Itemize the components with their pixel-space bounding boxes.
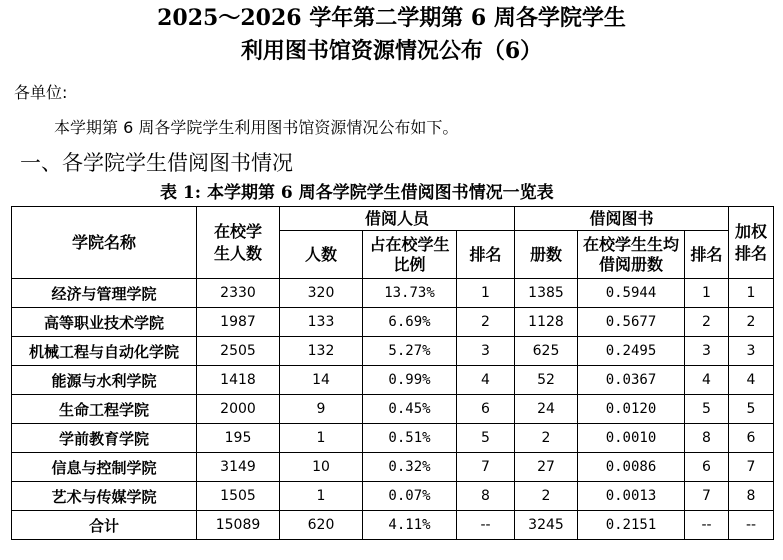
header-count: 人数 bbox=[280, 231, 363, 279]
cell-per-capita: 0.0086 bbox=[578, 453, 685, 482]
cell-total-weighted-rank: -- bbox=[729, 511, 774, 540]
cell-college: 能源与水利学院 bbox=[12, 366, 197, 395]
cell-per-capita: 0.0367 bbox=[578, 366, 685, 395]
document-title-line2: 利用图书馆资源情况公布（6） bbox=[240, 38, 543, 64]
addressee: 各单位: bbox=[14, 83, 68, 102]
cell-volumes: 2 bbox=[515, 482, 578, 511]
cell-ratio: 0.51% bbox=[363, 424, 457, 453]
cell-rank-books: 2 bbox=[685, 308, 729, 337]
cell-weighted-rank: 8 bbox=[729, 482, 774, 511]
cell-college: 信息与控制学院 bbox=[12, 453, 197, 482]
intro-paragraph: 本学期第 6 周各学院学生利用图书馆资源情况公布如下。 bbox=[54, 118, 459, 137]
header-ratio-text: 占在校学生比例 bbox=[369, 234, 450, 274]
cell-volumes: 52 bbox=[515, 366, 578, 395]
header-enrolled-text: 在校学生人数 bbox=[214, 221, 263, 263]
cell-rank-borrowers: 4 bbox=[457, 366, 515, 395]
cell-per-capita: 0.5677 bbox=[578, 308, 685, 337]
header-row-1 bbox=[12, 207, 774, 231]
cell-ratio: 0.32% bbox=[363, 453, 457, 482]
cell-rank-borrowers: 1 bbox=[457, 279, 515, 308]
cell-weighted-rank: 1 bbox=[729, 279, 774, 308]
table-row bbox=[12, 366, 774, 395]
cell-per-capita: 0.0120 bbox=[578, 395, 685, 424]
document-title-line1: 2025～2026 学年第二学期第 6 周各学院学生 bbox=[157, 5, 626, 31]
cell-per-capita: 0.5944 bbox=[578, 279, 685, 308]
header-volumes: 册数 bbox=[515, 231, 578, 279]
cell-volumes: 2 bbox=[515, 424, 578, 453]
cell-weighted-rank: 7 bbox=[729, 453, 774, 482]
table-row bbox=[12, 424, 774, 453]
cell-rank-books: 8 bbox=[685, 424, 729, 453]
cell-college: 学前教育学院 bbox=[12, 424, 197, 453]
cell-ratio: 6.69% bbox=[363, 308, 457, 337]
cell-count: 10 bbox=[280, 453, 363, 482]
cell-per-capita: 0.2495 bbox=[578, 337, 685, 366]
header-borrowers-group: 借阅人员 bbox=[280, 207, 515, 231]
header-weighted-rank-text: 加权排名 bbox=[735, 221, 768, 263]
cell-rank-borrowers: 5 bbox=[457, 424, 515, 453]
table-row bbox=[12, 337, 774, 366]
cell-volumes: 27 bbox=[515, 453, 578, 482]
cell-enrolled: 1505 bbox=[197, 482, 280, 511]
cell-weighted-rank: 6 bbox=[729, 424, 774, 453]
cell-rank-borrowers: 7 bbox=[457, 453, 515, 482]
cell-volumes: 1128 bbox=[515, 308, 578, 337]
cell-total-count: 620 bbox=[280, 511, 363, 540]
header-ratio bbox=[363, 231, 457, 279]
table-row bbox=[12, 395, 774, 424]
cell-college: 艺术与传媒学院 bbox=[12, 482, 197, 511]
cell-rank-borrowers: 8 bbox=[457, 482, 515, 511]
cell-per-capita: 0.0010 bbox=[578, 424, 685, 453]
cell-college: 高等职业技术学院 bbox=[12, 308, 197, 337]
section-heading: 一、各学院学生借阅图书情况 bbox=[20, 151, 293, 175]
cell-enrolled: 2505 bbox=[197, 337, 280, 366]
cell-volumes: 625 bbox=[515, 337, 578, 366]
cell-count: 1 bbox=[280, 482, 363, 511]
cell-weighted-rank: 4 bbox=[729, 366, 774, 395]
borrowing-table bbox=[11, 206, 774, 540]
cell-total-enrolled: 15089 bbox=[197, 511, 280, 540]
header-rank-books: 排名 bbox=[685, 231, 729, 279]
total-row bbox=[12, 511, 774, 540]
header-rank-borrowers: 排名 bbox=[457, 231, 515, 279]
cell-rank-books: 1 bbox=[685, 279, 729, 308]
cell-college: 生命工程学院 bbox=[12, 395, 197, 424]
cell-rank-books: 3 bbox=[685, 337, 729, 366]
cell-rank-borrowers: 2 bbox=[457, 308, 515, 337]
cell-weighted-rank: 2 bbox=[729, 308, 774, 337]
cell-ratio: 13.73% bbox=[363, 279, 457, 308]
cell-total-rank-books: -- bbox=[685, 511, 729, 540]
cell-enrolled: 1987 bbox=[197, 308, 280, 337]
cell-count: 133 bbox=[280, 308, 363, 337]
cell-weighted-rank: 3 bbox=[729, 337, 774, 366]
cell-ratio: 0.07% bbox=[363, 482, 457, 511]
cell-count: 132 bbox=[280, 337, 363, 366]
cell-total-rank-borrowers: -- bbox=[457, 511, 515, 540]
cell-rank-borrowers: 6 bbox=[457, 395, 515, 424]
cell-total-label: 合计 bbox=[12, 511, 197, 540]
cell-rank-books: 7 bbox=[685, 482, 729, 511]
cell-count: 1 bbox=[280, 424, 363, 453]
cell-rank-books: 4 bbox=[685, 366, 729, 395]
header-per-capita-text: 在校学生生均借阅册数 bbox=[583, 234, 680, 274]
cell-rank-borrowers: 3 bbox=[457, 337, 515, 366]
table-caption: 表 1: 本学期第 6 周各学院学生借阅图书情况一览表 bbox=[160, 183, 554, 203]
cell-enrolled: 2000 bbox=[197, 395, 280, 424]
cell-ratio: 5.27% bbox=[363, 337, 457, 366]
cell-enrolled: 3149 bbox=[197, 453, 280, 482]
cell-volumes: 24 bbox=[515, 395, 578, 424]
cell-volumes: 1385 bbox=[515, 279, 578, 308]
cell-enrolled: 2330 bbox=[197, 279, 280, 308]
cell-total-per-capita: 0.2151 bbox=[578, 511, 685, 540]
cell-weighted-rank: 5 bbox=[729, 395, 774, 424]
cell-rank-books: 6 bbox=[685, 453, 729, 482]
table-row bbox=[12, 279, 774, 308]
cell-count: 14 bbox=[280, 366, 363, 395]
table-row bbox=[12, 453, 774, 482]
cell-count: 320 bbox=[280, 279, 363, 308]
table-row bbox=[12, 308, 774, 337]
cell-ratio: 0.99% bbox=[363, 366, 457, 395]
table-row bbox=[12, 482, 774, 511]
cell-enrolled: 1418 bbox=[197, 366, 280, 395]
header-per-capita bbox=[578, 231, 685, 279]
header-enrolled bbox=[197, 207, 280, 279]
cell-per-capita: 0.0013 bbox=[578, 482, 685, 511]
cell-enrolled: 195 bbox=[197, 424, 280, 453]
cell-count: 9 bbox=[280, 395, 363, 424]
cell-rank-books: 5 bbox=[685, 395, 729, 424]
cell-total-volumes: 3245 bbox=[515, 511, 578, 540]
header-weighted-rank bbox=[729, 207, 774, 279]
cell-college: 机械工程与自动化学院 bbox=[12, 337, 197, 366]
header-books-group: 借阅图书 bbox=[515, 207, 729, 231]
cell-total-ratio: 4.11% bbox=[363, 511, 457, 540]
cell-ratio: 0.45% bbox=[363, 395, 457, 424]
cell-college: 经济与管理学院 bbox=[12, 279, 197, 308]
header-college: 学院名称 bbox=[12, 207, 197, 279]
